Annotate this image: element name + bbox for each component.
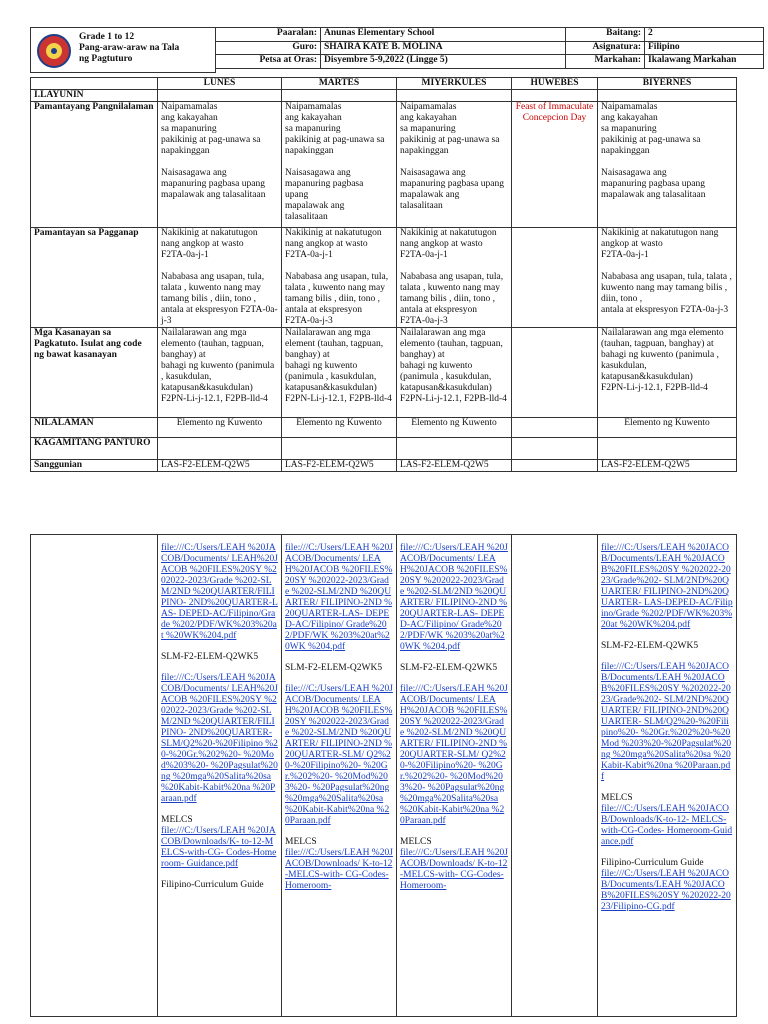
title-line: ng Pagtuturo xyxy=(79,54,133,64)
cell: LAS-F2-ELEM-Q2W5 xyxy=(598,460,737,472)
cell: LAS-F2-ELEM-Q2W5 xyxy=(397,460,512,472)
logo-cell xyxy=(31,28,216,73)
empty-cell xyxy=(512,535,598,1017)
section-layunin: I.LAYUNIN xyxy=(31,90,158,102)
resource-label: MELCS xyxy=(601,793,633,803)
cell: Elemento ng Kuwento xyxy=(282,418,397,438)
row-label: Sanggunian xyxy=(31,460,158,472)
title-line: Pang-araw-araw na Tala xyxy=(79,43,180,53)
sanggunian-row xyxy=(31,460,737,472)
cell: Nailalarawan ang mga elemento (tauhan, tagpuan, banghay) at bahagi ng kuwento (panimula , kasukdulan, katapusan&kasukdulan) F2PN-Li-j-12.1, F2PB-lld-4 xyxy=(397,328,512,418)
cell: Nakikinig at nakatutugon nang angkop at wasto F2TA-0a-j-1 Nababasa ang usapan, tula, talata , kuwento nang may tamang bilis , diin, tono , antala at ekspresyon F2TA-0a-j-3 xyxy=(397,228,512,328)
resource-label: Filipino-Curriculum Guide xyxy=(601,858,704,868)
lesson-plan-table xyxy=(30,77,737,472)
cell xyxy=(512,460,598,472)
date-value: Disyembre 5-9,2022 (Lingge 5) xyxy=(321,55,566,69)
resource-link[interactable]: file:///C:/Users/LEAH %20JACOB/Documents/LEAH %20JACOB%20FILES%20SY %202022-2023/Grade%202- SLM/2ND%20QUARTER/ FILIPINO-2ND%20QUARTER- LAS-DEPED-AC/Filipino/Grade %202/PDF/WK%203%20at %20WK%204.pdf xyxy=(601,543,733,630)
teacher-label: Guro: xyxy=(216,41,321,55)
date-label: Petsa at Oras: xyxy=(216,55,321,69)
corner-cell xyxy=(31,78,158,90)
school-label: Paaralan: xyxy=(216,28,321,42)
cell: Nakikinig at nakatutugon nang angkop at wasto F2TA-0a-j-1 Nababasa ang usapan, tula, talata , kuwento nang may tamang bilis , diin, tono , antala at ekspresyon F2TA-0a-j-3 xyxy=(598,228,737,328)
resource-link[interactable]: file:///C:/Users/LEAH %20JACOB/Documents/ LEAH%20JACOB %20FILES%20SY %202022-2023/Grade %202-SLM/2ND %20QUARTER/ FILIPINO-2ND %20QUARTER-SLM/ Q2%20-%20Filipino%20- %20Gr.%202%20- %20Mod%203%20- %20Pagsulat%20ng %20mga%20Salita%20sa %20Kabit-Kabit%20na %20Paraan.pdf xyxy=(400,684,508,826)
resource-link[interactable]: file:///C:/Users/LEAH %20JACOB/Documents/ LEAH%20JACOB %20FILES%20SY %202022-2023/Grade %202-SLM/2ND %20QUARTER/ FILIPINO-2ND %20QUARTER-LAS- DEPED-AC/Filipino/ Grade%202/PDF/WK %203%20at%20WK %204.pdf xyxy=(400,543,508,652)
resource-cell xyxy=(282,535,397,1017)
resource-cell xyxy=(397,535,512,1017)
cell: Elemento ng Kuwento xyxy=(158,418,282,438)
resource-label: SLM-F2-ELEM-Q2WK5 xyxy=(161,652,259,662)
grade-label: Baitang: xyxy=(566,28,645,42)
cell xyxy=(512,228,598,328)
resource-label: SLM-F2-ELEM-Q2WK5 xyxy=(601,641,699,651)
section-nilalaman: NILALAMAN xyxy=(31,418,158,438)
empty-cell xyxy=(31,535,158,1017)
resource-label: SLM-F2-ELEM-Q2WK5 xyxy=(400,663,498,673)
resources-table xyxy=(30,534,737,1017)
section-row xyxy=(31,90,737,102)
resource-label: MELCS xyxy=(400,837,432,847)
resource-link[interactable]: file:///C:/Users/LEAH %20JACOB/Documents/ LEAH%20JACOB %20FILES%20SY %202022-2023/Grade %202-SLM/2ND %20QUARTER/FILIPINO- 2ND%20QUARTER-LAS- DEPED-AC/Filipino/Grade %202/PDF/WK%203%20at %20WK%204.pdf xyxy=(161,543,278,641)
day-header: LUNES xyxy=(158,78,282,90)
resource-link[interactable]: file:///C:/Users/LEAH %20JACOB/Documents/ LEAH%20JACOB %20FILES%20SY %202022-2023/Grade %202-SLM/2ND %20QUARTER/ FILIPINO-2ND %20QUARTER-LAS- DEPED-AC/Filipino/ Grade%202/PDF/WK %203%20at%20WK %204.pdf xyxy=(285,543,393,652)
feast-note: Feast of Immaculate Concepcion Day xyxy=(512,102,598,228)
resource-link[interactable]: file:///C:/Users/LEAH %20JACOB/Downloads/ K-to-12-MELCS-with- CG-Codes-Homeroom- xyxy=(400,848,508,891)
cell: Nakikinig at nakatutugon nang angkop at wasto F2TA-0a-j-1 Nababasa ang usapan, tula, talata , kuwento nang may tamang bilis , diin, tono , antala at ekspresyon F2TA-0a-j-3 xyxy=(158,228,282,328)
kagamitang-row xyxy=(31,438,737,460)
quarter-value: Ikalawang Markahan xyxy=(645,55,764,69)
pamantayang-row xyxy=(31,102,737,228)
cell: Naipamamalas ang kakayahan sa mapanuring pakikinig at pag-unawa sa napakinggan Naisasagawa ang mapanuring pagbasa upang mapalawak ang talasalitaan xyxy=(397,102,512,228)
day-header: BIYERNES xyxy=(598,78,737,90)
cell: Nakikinig at nakatutugon nang angkop at wasto F2TA-0a-j-1 Nababasa ang usapan, tula, talata , kuwento nang may tamang bilis , diin, tono , antala at ekspresyon F2TA-0a-j-3 xyxy=(282,228,397,328)
subject-label: Asignatura: xyxy=(566,41,645,55)
resource-link[interactable]: file:///C:/Users/LEAH %20JACOB/Documents/LEAH %20JACOB%20FILES%20SY %202022-2023/Filipino-CG.pdf xyxy=(601,869,731,912)
resource-label: MELCS xyxy=(285,837,317,847)
kasanayan-row xyxy=(31,328,737,418)
cell: Elemento ng Kuwento xyxy=(598,418,737,438)
cell: LAS-F2-ELEM-Q2W5 xyxy=(282,460,397,472)
resource-label: MELCS xyxy=(161,815,193,825)
day-header-row xyxy=(31,78,737,90)
row-label: Pamantayang Pangnilalaman xyxy=(31,102,158,228)
teacher-value: SHAIRA KATE B. MOLINA xyxy=(321,41,566,55)
header-table xyxy=(30,27,764,73)
form-title xyxy=(79,32,209,65)
resource-link[interactable]: file:///C:/Users/LEAH %20JACOB/Downloads/ K-to-12-MELCS-with- CG-Codes-Homeroom- xyxy=(285,848,393,891)
cell: Nailalarawan ang mga elemento (tauhan, tagpuan, banghay) at bahagi ng kuwento (panimula , kasukdulan, katapusan&kasukdulan) F2PN-Li-j-12.1, F2PB-lld-4 xyxy=(598,328,737,418)
grade-value: 2 xyxy=(645,28,764,42)
school-value: Anunas Elementary School xyxy=(321,28,566,42)
resource-cell xyxy=(598,535,737,1017)
cell: Nailalarawan ang mga elemento (tauhan, tagpuan, banghay) at bahagi ng kuwento (panimula , kasukdulan, katapusan&kasukdulan) F2PN-Li-j-12.1, F2PB-lld-4 xyxy=(158,328,282,418)
resource-cell xyxy=(158,535,282,1017)
resource-label: SLM-F2-ELEM-Q2WK5 xyxy=(285,663,383,673)
resource-link[interactable]: file:///C:/Users/LEAH %20JACOB/Downloads/K-to-12- MELCS-with-CG-Codes- Homeroom-Guidance.pdf xyxy=(601,804,733,847)
subject-value: Filipino xyxy=(645,41,764,55)
title-line: Grade 1 to 12 xyxy=(79,32,135,42)
row-label: Mga Kasanayan sa Pagkatuto. Isulat ang code ng bawat kasanayan xyxy=(31,328,158,418)
row-label: Pamantayan sa Pagganap xyxy=(31,228,158,328)
cell: Elemento ng Kuwento xyxy=(397,418,512,438)
day-header: MIYERKULES xyxy=(397,78,512,90)
nilalaman-row xyxy=(31,418,737,438)
day-header: MARTES xyxy=(282,78,397,90)
resource-link[interactable]: file:///C:/Users/LEAH %20JACOB/Documents/ LEAH%20JACOB %20FILES%20SY %202022-2023/Grade %202-SLM/2ND %20QUARTER/ FILIPINO-2ND %20QUARTER-SLM/ Q2%20-%20Filipino%20- %20Gr.%202%20- %20Mod%203%20- %20Pagsulat%20ng %20mga%20Salita%20sa %20Kabit-Kabit%20na %20Paraan.pdf xyxy=(285,684,393,826)
cell: Naipamamalas ang kakayahan sa mapanuring pakikinig at pag-unawa sa napakinggan Naisasagawa ang mapanuring pagbasa upang mapalawak ang talasalitaan xyxy=(598,102,737,228)
cell xyxy=(512,328,598,418)
deped-seal-icon xyxy=(37,34,71,68)
quarter-label: Markahan: xyxy=(566,55,645,69)
day-header: HUWEBES xyxy=(512,78,598,90)
cell: Nailalarawan ang mga element (tauhan, tagpuan, banghay) at bahagi ng kuwento (panimula , kasukdulan, katapusan&kasukdulan) F2PN-Li-j-12.1, F2PB-lld-4 xyxy=(282,328,397,418)
cell: LAS-F2-ELEM-Q2W5 xyxy=(158,460,282,472)
resource-link[interactable]: file:///C:/Users/LEAH %20JACOB/Documents/ LEAH%20JACOB %20FILES%20SY %202022-2023/Grade %202-SLM/2ND %20QUARTER/FILIPINO- 2ND%20QUARTER- SLM/Q2%20-%20Filipino %20-%20Gr.%202%20- %20Mod%203%20- %20Pagsulat%20ng %20mga%20Salita%20sa %20Kabit-Kabit%20na %20Paraan.pdf xyxy=(161,673,278,804)
cell: Naipamamalas ang kakayahan sa mapanuring pakikinig at pag-unawa sa napakinggan Naisasagawa ang mapanuring pagbasa upang mapalawak ang talasalitaan xyxy=(282,102,397,228)
section-kagamitang: KAGAMITANG PANTURO xyxy=(31,438,158,460)
resource-link[interactable]: file:///C:/Users/LEAH %20JACOB/Documents/LEAH %20JACOB%20FILES%20SY %202022-2023/Grade%202- SLM/2ND%20QUARTER/ FILIPINO-2ND%20QUARTER- SLM/Q2%20-%20Filipino%20- %20Gr.%202%20-%20Mod %203%20-%20Pagsulat%20ng %20mga%20Salita%20sa %20Kabit-Kabit%20na %20Paraan.pdf xyxy=(601,662,732,782)
pagganap-row xyxy=(31,228,737,328)
resource-link[interactable]: file:///C:/Users/LEAH %20JACOB/Downloads/K- to-12-MELCS-with-CG- Codes-Homeroom- Guidance.pdf xyxy=(161,826,277,869)
cell xyxy=(512,418,598,438)
resource-label: Filipino-Curriculum Guide xyxy=(161,880,264,890)
cell: Naipamamalas ang kakayahan sa mapanuring pakikinig at pag-unawa sa napakinggan Naisasagawa ang mapanuring pagbasa upang mapalawak ang talasalitaan xyxy=(158,102,282,228)
